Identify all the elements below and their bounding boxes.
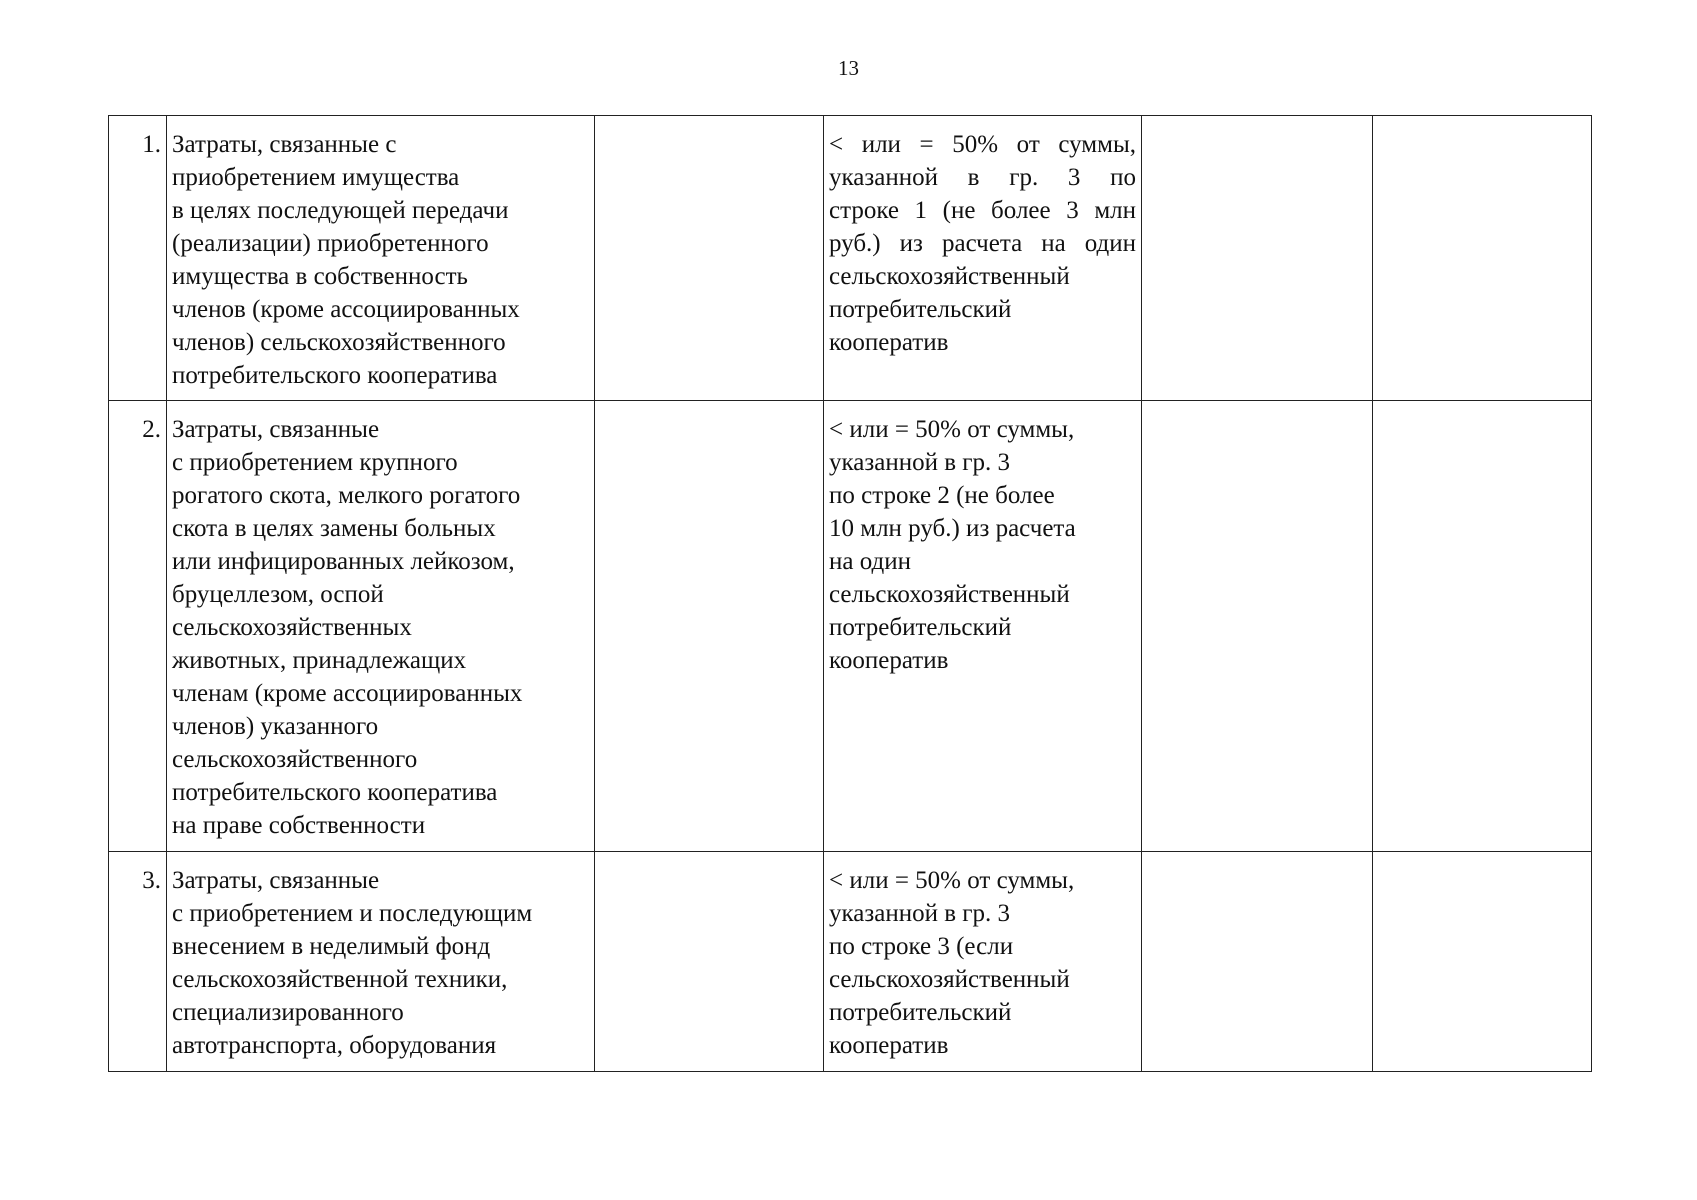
empty-cell: [595, 852, 824, 1072]
page-number: 13: [838, 56, 859, 80]
limit-line: < или = 50% от суммы,: [829, 867, 1075, 894]
limit-line: 10 млн руб.) из расчета: [829, 515, 1076, 542]
row-number: 1.: [109, 116, 167, 401]
table-row: [109, 401, 1592, 852]
description-line: специализированного: [172, 999, 404, 1026]
empty-cell: [1373, 116, 1592, 401]
empty-cell: [595, 116, 824, 401]
empty-cell: [1142, 401, 1373, 852]
limit-line: по строке 2 (не более: [829, 482, 1055, 509]
description-line: сельскохозяйственного: [172, 746, 418, 773]
description-line: приобретением имущества: [172, 164, 460, 191]
limit-line: кооператив: [829, 647, 949, 674]
description-line: членов (кроме ассоциированных: [172, 296, 520, 323]
description-line: внесением в неделимый фонд: [172, 933, 491, 960]
description-line: с приобретением крупного: [172, 449, 458, 476]
limit-line: по строке 3 (если: [829, 933, 1014, 960]
limit-line: кооператив: [829, 329, 949, 356]
row-number: 2.: [109, 401, 167, 852]
description-line: рогатого скота, мелкого рогатого: [172, 482, 521, 509]
empty-cell: [1373, 852, 1592, 1072]
description-line: Затраты, связанные с: [172, 131, 397, 158]
limit-line: < или = 50% от суммы,: [829, 131, 1136, 158]
cost-description: [167, 116, 595, 401]
limit-line: кооператив: [829, 1032, 949, 1059]
empty-cell: [595, 401, 824, 852]
description-line: (реализации) приобретенного: [172, 230, 489, 257]
limit-cell: [824, 852, 1142, 1072]
cost-description: [167, 852, 595, 1072]
description-line: сельскохозяйственных: [172, 614, 412, 641]
limit-line: < или = 50% от суммы,: [829, 416, 1075, 443]
limit-line: указанной в гр. 3 по: [829, 164, 1136, 191]
description-line: членам (кроме ассоциированных: [172, 680, 523, 707]
limit-line: руб.) из расчета на один: [829, 230, 1136, 257]
description-line: автотранспорта, оборудования: [172, 1032, 497, 1059]
limit-cell: [824, 116, 1142, 401]
empty-cell: [1142, 116, 1373, 401]
description-line: потребительского кооператива: [172, 362, 498, 389]
description-line: скота в целях замены больных: [172, 515, 496, 542]
description-line: имущества в собственность: [172, 263, 468, 290]
description-line: сельскохозяйственной техники,: [172, 966, 508, 993]
limit-line: строке 1 (не более 3 млн: [829, 197, 1136, 224]
table-row: [109, 852, 1592, 1072]
limit-line: сельскохозяйственный: [829, 966, 1070, 993]
limit-line: сельскохозяйственный: [829, 581, 1070, 608]
description-line: на праве собственности: [172, 812, 426, 839]
description-line: Затраты, связанные: [172, 416, 380, 443]
limit-line: потребительский: [829, 614, 1012, 641]
description-line: в целях последующей передачи: [172, 197, 509, 224]
cost-table: [108, 115, 1592, 1072]
description-line: членов) сельскохозяйственного: [172, 329, 506, 356]
limit-cell: [824, 401, 1142, 852]
table-row: [109, 116, 1592, 401]
empty-cell: [1373, 401, 1592, 852]
empty-cell: [1142, 852, 1373, 1072]
description-line: животных, принадлежащих: [172, 647, 467, 674]
description-line: или инфицированных лейкозом,: [172, 548, 515, 575]
description-line: с приобретением и последующим: [172, 900, 533, 927]
description-line: членов) указанного: [172, 713, 379, 740]
limit-line: потребительский: [829, 999, 1012, 1026]
description-line: Затраты, связанные: [172, 867, 380, 894]
description-line: потребительского кооператива: [172, 779, 498, 806]
limit-line: на один: [829, 548, 911, 575]
limit-line: потребительский: [829, 296, 1012, 323]
limit-line: сельскохозяйственный: [829, 263, 1070, 290]
limit-line: указанной в гр. 3: [829, 900, 1011, 927]
limit-line: указанной в гр. 3: [829, 449, 1011, 476]
cost-description: [167, 401, 595, 852]
row-number: 3.: [109, 852, 167, 1072]
description-line: бруцеллезом, оспой: [172, 581, 384, 608]
